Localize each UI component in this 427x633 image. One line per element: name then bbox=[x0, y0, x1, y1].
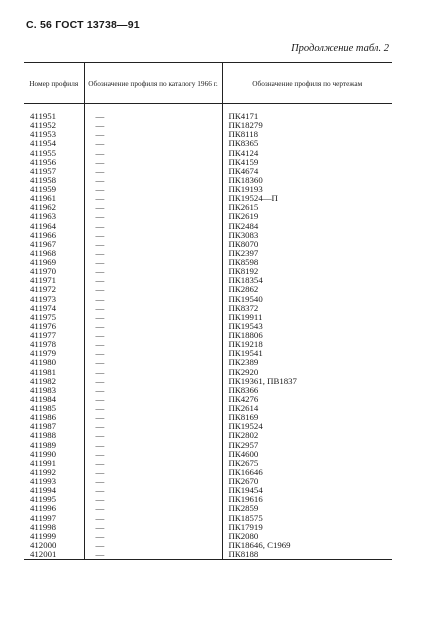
catalog-designation-cell: — bbox=[84, 404, 222, 413]
table-row bbox=[24, 313, 392, 322]
catalog-designation-cell: — bbox=[84, 504, 222, 513]
profile-number-cell: 411983 bbox=[30, 385, 57, 395]
drawing-designation-cell: ПК19541 bbox=[222, 349, 392, 358]
drawing-designation-cell: ПК19540 bbox=[222, 295, 392, 304]
profile-number-cell: 411962 bbox=[30, 203, 57, 213]
catalog-designation-cell: — bbox=[84, 368, 222, 377]
catalog-designation-cell: — bbox=[84, 121, 222, 130]
profile-number-cell: 411951 bbox=[30, 112, 57, 121]
table-row bbox=[24, 112, 392, 121]
table-row bbox=[24, 386, 392, 395]
table-row bbox=[24, 304, 392, 313]
table-row bbox=[24, 431, 392, 440]
profile-number-cell: 411958 bbox=[30, 175, 57, 185]
drawing-designation-cell: ПК8188 bbox=[222, 550, 392, 560]
profile-number-cell: 412001 bbox=[24, 550, 84, 560]
catalog-designation-cell: — bbox=[84, 212, 222, 221]
catalog-designation-cell: — bbox=[84, 358, 222, 367]
table-row bbox=[24, 121, 392, 130]
profile-number-cell: 411984 bbox=[30, 394, 57, 404]
drawing-designation-cell: ПК19361, ПВ1837 bbox=[222, 377, 392, 386]
profile-number-cell: 411989 bbox=[30, 440, 57, 450]
profile-number-cell: 411991 bbox=[30, 458, 57, 468]
profile-table bbox=[24, 62, 392, 560]
profile-number-cell: 411969 bbox=[30, 258, 57, 267]
catalog-designation-cell: — bbox=[84, 322, 222, 331]
catalog-designation-cell: — bbox=[84, 486, 222, 495]
profile-number-cell: 411999 bbox=[30, 531, 57, 541]
page-header: С. 56 ГОСТ 13738—91 bbox=[26, 19, 140, 31]
profile-number-cell: 411995 bbox=[30, 495, 57, 505]
catalog-designation-cell: — bbox=[84, 149, 222, 158]
catalog-designation-cell: — bbox=[84, 541, 222, 550]
profile-number-cell: 411957 bbox=[30, 166, 57, 176]
catalog-designation-cell: — bbox=[84, 139, 222, 148]
catalog-designation-cell: — bbox=[84, 258, 222, 267]
catalog-designation-cell: — bbox=[84, 477, 222, 486]
catalog-designation-cell: — bbox=[84, 468, 222, 477]
catalog-designation-cell: — bbox=[84, 176, 222, 185]
catalog-designation-cell: — bbox=[84, 386, 222, 395]
column-header-drawing: Обозначение профиля по чертежам bbox=[222, 63, 392, 104]
catalog-designation-cell: — bbox=[84, 523, 222, 532]
catalog-designation-cell: — bbox=[84, 413, 222, 422]
profile-number-cell: 411978 bbox=[30, 340, 57, 350]
drawing-designation-cell: ПК2802 bbox=[222, 431, 392, 440]
profile-number-cell: 411952 bbox=[30, 121, 57, 131]
drawing-designation-cell: ПК8192 bbox=[222, 267, 392, 276]
drawing-designation-cell: ПК4159 bbox=[222, 158, 392, 167]
catalog-designation-cell: — bbox=[84, 422, 222, 431]
catalog-designation-cell: — bbox=[84, 203, 222, 212]
table-row bbox=[24, 212, 392, 221]
catalog-designation-cell: — bbox=[84, 285, 222, 294]
drawing-designation-cell: ПК8365 bbox=[222, 139, 392, 148]
drawing-designation-cell: ПК2957 bbox=[222, 441, 392, 450]
profile-number-cell: 411985 bbox=[30, 404, 57, 413]
profile-number-cell: 411976 bbox=[30, 321, 57, 331]
drawing-designation-cell: ПК2862 bbox=[222, 285, 392, 294]
table-row bbox=[24, 523, 392, 532]
table-row bbox=[24, 468, 392, 477]
catalog-designation-cell: — bbox=[84, 495, 222, 504]
profile-number-cell: 411980 bbox=[30, 358, 57, 368]
catalog-designation-cell: — bbox=[84, 267, 222, 276]
drawing-designation-cell: ПК8070 bbox=[222, 240, 392, 249]
table-row bbox=[24, 249, 392, 258]
profile-number-cell: 411970 bbox=[30, 267, 57, 277]
table-row bbox=[24, 532, 392, 541]
table-row bbox=[24, 349, 392, 358]
drawing-designation-cell: ПК18575 bbox=[222, 514, 392, 523]
profile-number-cell: 411955 bbox=[30, 148, 57, 158]
profile-number-cell: 411998 bbox=[30, 522, 57, 532]
table-row bbox=[24, 413, 392, 422]
drawing-designation-cell: ПК19524 bbox=[222, 422, 392, 431]
profile-number-cell: 411973 bbox=[30, 294, 57, 304]
drawing-designation-cell: ПК4674 bbox=[222, 167, 392, 176]
table-header-row bbox=[24, 63, 392, 104]
drawing-designation-cell: ПК4171 bbox=[222, 112, 392, 121]
table-row bbox=[24, 158, 392, 167]
drawing-designation-cell: ПК17919 bbox=[222, 523, 392, 532]
catalog-designation-cell: — bbox=[84, 331, 222, 340]
table-row bbox=[24, 541, 392, 550]
table-row bbox=[24, 395, 392, 404]
drawing-designation-cell: ПК4600 bbox=[222, 450, 392, 459]
profile-number-cell: 411982 bbox=[30, 376, 57, 386]
profile-number-cell: 411971 bbox=[30, 276, 57, 286]
table-row bbox=[24, 231, 392, 240]
profile-number-cell: 411956 bbox=[30, 157, 57, 167]
drawing-designation-cell: ПК18646, С1969 bbox=[222, 541, 392, 550]
catalog-designation-cell: — bbox=[84, 431, 222, 440]
drawing-designation-cell: ПК18354 bbox=[222, 276, 392, 285]
profile-number-cell: 411968 bbox=[30, 248, 57, 258]
drawing-designation-cell: ПК19218 bbox=[222, 340, 392, 349]
drawing-designation-cell: ПК19524—П bbox=[222, 194, 392, 203]
catalog-designation-cell: — bbox=[84, 112, 222, 121]
table-row bbox=[24, 459, 392, 468]
table-row bbox=[24, 322, 392, 331]
drawing-designation-cell: ПК18806 bbox=[222, 331, 392, 340]
profile-number-cell: 411974 bbox=[30, 303, 57, 313]
table-row bbox=[24, 486, 392, 495]
column-header-number: Номер профиля bbox=[24, 63, 84, 104]
table-row bbox=[24, 222, 392, 231]
table-row bbox=[24, 130, 392, 139]
table-row bbox=[24, 441, 392, 450]
catalog-designation-cell: — bbox=[84, 313, 222, 322]
profile-number-cell: 411977 bbox=[30, 331, 57, 340]
table-row bbox=[24, 495, 392, 504]
catalog-designation-cell: — bbox=[84, 249, 222, 258]
catalog-designation-cell: — bbox=[84, 514, 222, 523]
profile-number-cell: 411996 bbox=[30, 504, 57, 514]
profile-number-cell: 411975 bbox=[30, 312, 57, 322]
drawing-designation-cell: ПК2670 bbox=[222, 477, 392, 486]
drawing-designation-cell: ПК2859 bbox=[222, 504, 392, 513]
catalog-designation-cell: — bbox=[84, 158, 222, 167]
drawing-designation-cell: ПК8598 bbox=[222, 258, 392, 267]
catalog-designation-cell: — bbox=[84, 459, 222, 468]
table-row bbox=[24, 477, 392, 486]
table-row bbox=[24, 331, 392, 340]
drawing-designation-cell: ПК8169 bbox=[222, 413, 392, 422]
profile-number-cell: 411986 bbox=[30, 413, 57, 423]
drawing-designation-cell: ПК2619 bbox=[222, 212, 392, 221]
table-row bbox=[24, 185, 392, 194]
table-row bbox=[24, 450, 392, 459]
profile-number-cell: 411964 bbox=[30, 221, 57, 231]
table-row bbox=[24, 149, 392, 158]
profile-number-cell: 411953 bbox=[30, 130, 57, 140]
catalog-designation-cell: — bbox=[84, 532, 222, 541]
profile-number-cell: 411959 bbox=[30, 185, 57, 194]
catalog-designation-cell: — bbox=[84, 130, 222, 139]
profile-number-cell: 411966 bbox=[30, 230, 57, 240]
drawing-designation-cell: ПК2484 bbox=[222, 222, 392, 231]
catalog-designation-cell: — bbox=[84, 550, 222, 560]
profile-number-cell: 411990 bbox=[30, 449, 57, 459]
table-row bbox=[24, 176, 392, 185]
drawing-designation-cell: ПК4124 bbox=[222, 149, 392, 158]
profile-number-cell: 411987 bbox=[30, 422, 57, 432]
table-row bbox=[24, 504, 392, 513]
table-row bbox=[24, 422, 392, 431]
table-row bbox=[24, 203, 392, 212]
table-row bbox=[24, 550, 392, 560]
catalog-designation-cell: — bbox=[84, 231, 222, 240]
table-row bbox=[24, 258, 392, 267]
table-row bbox=[24, 267, 392, 276]
drawing-designation-cell: ПК16646 bbox=[222, 468, 392, 477]
table-row bbox=[24, 139, 392, 148]
profile-number-cell: 411993 bbox=[30, 477, 57, 486]
column-header-catalog: Обозначение профиля по каталогу 1966 г. bbox=[84, 63, 222, 104]
catalog-designation-cell: — bbox=[84, 276, 222, 285]
table-row bbox=[24, 285, 392, 294]
profile-number-cell: 411981 bbox=[30, 367, 57, 377]
table-row bbox=[24, 240, 392, 249]
catalog-designation-cell: — bbox=[84, 167, 222, 176]
table-body bbox=[24, 104, 392, 560]
table-row bbox=[24, 377, 392, 386]
drawing-designation-cell: ПК2614 bbox=[222, 404, 392, 413]
profile-number-cell: 411979 bbox=[30, 349, 57, 359]
catalog-designation-cell: — bbox=[84, 194, 222, 203]
drawing-designation-cell: ПК18279 bbox=[222, 121, 392, 130]
drawing-designation-cell: ПК8118 bbox=[222, 130, 392, 139]
profile-number-cell: 412000 bbox=[30, 540, 57, 550]
drawing-designation-cell: ПК18360 bbox=[222, 176, 392, 185]
table-row bbox=[24, 358, 392, 367]
drawing-designation-cell: ПК2675 bbox=[222, 459, 392, 468]
table-row bbox=[24, 167, 392, 176]
drawing-designation-cell: ПК19616 bbox=[222, 495, 392, 504]
catalog-designation-cell: — bbox=[84, 377, 222, 386]
profile-number-cell: 411961 bbox=[30, 194, 57, 204]
catalog-designation-cell: — bbox=[84, 395, 222, 404]
profile-number-cell: 411992 bbox=[30, 467, 57, 477]
table-spacer-row bbox=[24, 104, 392, 113]
table-row bbox=[24, 295, 392, 304]
profile-number-cell: 411972 bbox=[30, 285, 57, 295]
drawing-designation-cell: ПК2389 bbox=[222, 358, 392, 367]
catalog-designation-cell: — bbox=[84, 240, 222, 249]
table-row bbox=[24, 194, 392, 203]
catalog-designation-cell: — bbox=[84, 450, 222, 459]
drawing-designation-cell: ПК19454 bbox=[222, 486, 392, 495]
table-row bbox=[24, 276, 392, 285]
drawing-designation-cell: ПК2397 bbox=[222, 249, 392, 258]
table-row bbox=[24, 514, 392, 523]
drawing-designation-cell: ПК8366 bbox=[222, 386, 392, 395]
drawing-designation-cell: ПК2920 bbox=[222, 368, 392, 377]
profile-number-cell: 411954 bbox=[30, 139, 57, 149]
catalog-designation-cell: — bbox=[84, 340, 222, 349]
catalog-designation-cell: — bbox=[84, 185, 222, 194]
catalog-designation-cell: — bbox=[84, 441, 222, 450]
catalog-designation-cell: — bbox=[84, 222, 222, 231]
drawing-designation-cell: ПК8372 bbox=[222, 304, 392, 313]
drawing-designation-cell: ПК19193 bbox=[222, 185, 392, 194]
catalog-designation-cell: — bbox=[84, 304, 222, 313]
drawing-designation-cell: ПК19543 bbox=[222, 322, 392, 331]
drawing-designation-cell: ПК4276 bbox=[222, 395, 392, 404]
profile-number-cell: 411967 bbox=[30, 239, 57, 249]
profile-number-cell: 411994 bbox=[30, 486, 57, 496]
catalog-designation-cell: — bbox=[84, 349, 222, 358]
catalog-designation-cell: — bbox=[84, 295, 222, 304]
drawing-designation-cell: ПК2615 bbox=[222, 203, 392, 212]
profile-number-cell: 411963 bbox=[30, 212, 57, 222]
profile-number-cell: 411988 bbox=[30, 431, 57, 441]
table-row bbox=[24, 340, 392, 349]
profile-number-cell: 411997 bbox=[30, 513, 57, 523]
table-row bbox=[24, 404, 392, 413]
drawing-designation-cell: ПК2080 bbox=[222, 532, 392, 541]
drawing-designation-cell: ПК3083 bbox=[222, 231, 392, 240]
table-row bbox=[24, 368, 392, 377]
drawing-designation-cell: ПК19911 bbox=[222, 313, 392, 322]
table-continuation-caption: Продолжение табл. 2 bbox=[291, 43, 389, 54]
